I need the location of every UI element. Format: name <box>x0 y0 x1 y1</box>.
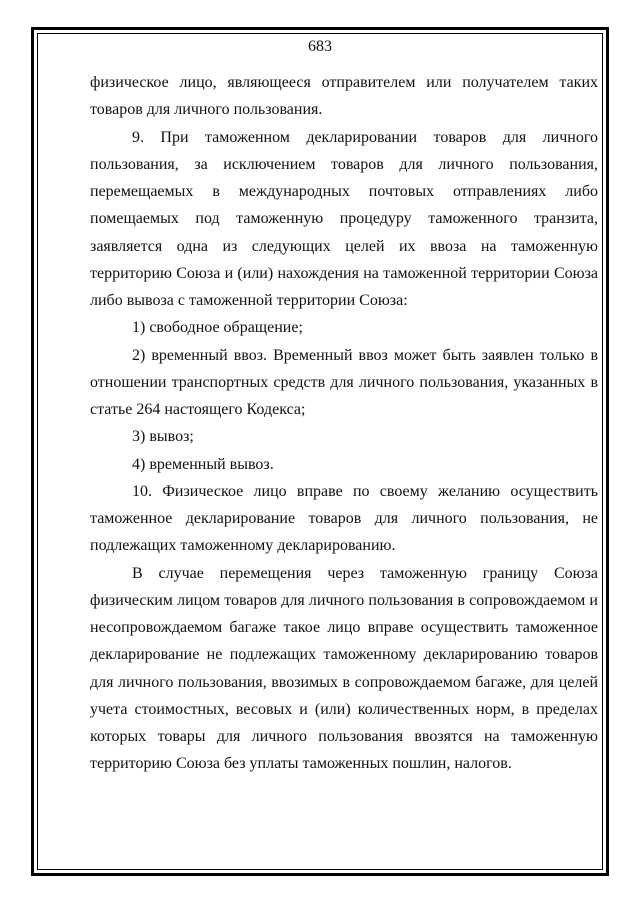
list-item: 3) вывоз; <box>132 428 194 446</box>
paragraph: В случае перемещения через таможенную границу Союза физическим лицом товаров для личного пользования в сопровождаемом и несопровождаемом багаже такое лицо вправе осуществить таможенное декларирование не подлежащих таможенному декларированию товаров для личного пользования, ввозимых в сопровождаемом багаже, для целей учета стоимостных, весовых и (или) количественных норм, в пределах которых товары для личного пользования ввозятся на таможенную территорию Союза без уплаты таможенных пошлин, налогов. <box>90 564 598 773</box>
paragraph: физическое лицо, являющееся отправителем или получателем таких товаров для личного пользования. <box>90 74 598 119</box>
paragraph: 9. При таможенном декларировании товаров для личного пользования, за исключением товаров для личного пользования, перемещаемых в международных почтовых отправлениях либо помещаемых под таможенную процедуру таможенного транзита, заявляется одна из следующих целей их ввоза на таможенную территорию Союза и (или) нахождения на таможенной территории Союза либо вывоза с таможенной территории Союза: <box>90 128 598 309</box>
document-body <box>90 69 598 778</box>
paragraph: 10. Физическое лицо вправе по своему желанию осуществить таможенное декларирование товаров для личного пользования, не подлежащих таможенному декларированию. <box>90 482 598 555</box>
page-number: 683 <box>308 38 332 55</box>
list-item: 4) временный вывоз. <box>132 455 274 473</box>
list-item: 2) временный ввоз. Временный ввоз может быть заявлен только в отношении транспортных средств для личного пользования, указанных в статье 264 настоящего Кодекса; <box>90 346 598 418</box>
list-item: 1) свободное обращение; <box>132 319 303 337</box>
